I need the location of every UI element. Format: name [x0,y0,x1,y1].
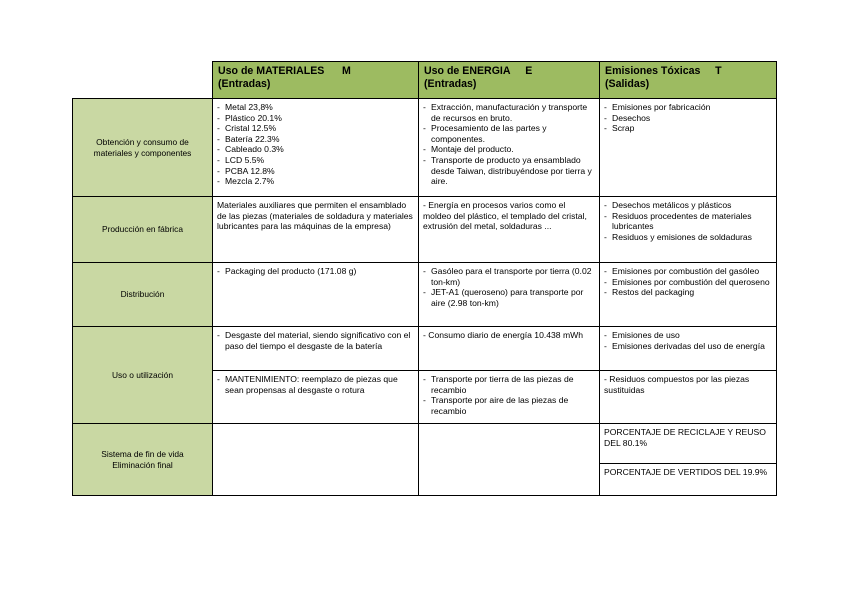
list-item: - Transporte por tierra de las piezas de recambio [423,374,595,395]
list-item: - Plástico 20.1% [217,113,414,124]
header-materials-sub: (Entradas) [218,78,271,90]
header-energy [419,62,600,99]
row-label: Uso o utilización [112,369,173,380]
header-energy-title: Uso de ENERGIA [424,65,511,77]
list-distribucion-materials [217,266,414,277]
row-label: materiales y componentes [93,147,192,158]
list-item: - Mezcla 2.7% [217,176,414,187]
cell-text: - Residuos compuestos por las piezas sustituidas [604,374,750,395]
list-item: - Residuos procedentes de materiales lubricantes [604,211,772,232]
row-label: Sistema de fin de vida [101,448,184,459]
cell-uso-materials-a [213,327,419,371]
header-materials [213,62,419,99]
row-header-uso [73,327,213,424]
cell-distribucion-energy [419,263,600,327]
list-item: - Desgaste del material, siendo significativo con el paso del tiempo el desgaste de la batería [217,330,414,351]
row-label: Producción en fábrica [101,224,183,234]
list-uso-energy-b [423,374,595,416]
cell-text: - Energía en procesos varios como el moldeo del plástico, el templado del cristal, extrusión del metal, soldaduras ... [423,200,587,232]
list-obtencion-materials [217,102,414,187]
header-materials-letter: M [342,65,351,77]
cell-fin-vida-energy [419,424,600,496]
corner-blank [73,62,213,99]
list-item: - Emisiones por combustión del gasóleo [604,266,772,277]
cell-uso-toxic-b [600,371,777,424]
list-item: - Procesamiento de las partes y componentes. [423,123,595,144]
header-toxic-title: Emisiones Tóxicas [605,65,701,77]
list-item: - JET-A1 (queroseno) para transporte por aire (2.98 ton-km) [423,287,595,308]
row-label: Eliminación final [112,459,173,470]
list-item: - Emisiones derivadas del uso de energía [604,341,772,352]
list-item: - Emisiones por combustión del queroseno [604,277,772,288]
cell-produccion-materials [213,197,419,263]
cell-text: PORCENTAJE DE VERTIDOS DEL 19.9% [604,467,768,477]
list-item: - Cristal 12.5% [217,123,414,134]
header-toxic-letter: T [715,65,722,77]
list-item: - Desechos metálicos y plásticos [604,200,772,211]
list-item: - MANTENIMIENTO: reemplazo de piezas que sean propensas al desgaste o rotura [217,374,414,395]
list-item: - Montaje del producto. [423,144,595,155]
row-header-distribucion [73,263,213,327]
cell-text: PORCENTAJE DE RECICLAJE Y REUSO DEL 80.1% [604,427,766,448]
lifecycle-table [72,61,777,496]
list-item: - Scrap [604,123,772,134]
cell-obtencion-materials [213,99,419,197]
cell-fin-vida-toxic-b [600,464,777,496]
cell-uso-materials-b [213,371,419,424]
list-item: - Transporte por aire de las piezas de recambio [423,395,595,416]
cell-uso-toxic-a [600,327,777,371]
cell-obtencion-toxic [600,99,777,197]
cell-fin-vida-toxic-a [600,424,777,464]
header-materials-title: Uso de MATERIALES [218,65,325,77]
list-item: - Transporte de producto ya ensamblado desde Taiwan, distribuyéndose por tierra y aire. [423,155,595,187]
row-label: Obtención y consumo de [96,136,189,147]
cell-distribucion-toxic [600,263,777,327]
list-item: - Batería 22.3% [217,134,414,145]
list-item: - Metal 23,8% [217,102,414,113]
cell-uso-energy-a [419,327,600,371]
list-distribucion-toxic [604,266,772,298]
cell-produccion-energy [419,197,600,263]
header-toxic-sub: (Salidas) [605,78,650,90]
header-energy-letter: E [525,65,533,77]
list-item: - Gasóleo para el transporte por tierra (0.02 ton-km) [423,266,595,287]
list-item: - Emisiones por fabricación [604,102,772,113]
list-item: - Cableado 0.3% [217,144,414,155]
list-uso-toxic-a [604,330,772,351]
list-item: - Extracción, manufacturación y transporte de recursos en bruto. [423,102,595,123]
cell-obtencion-energy [419,99,600,197]
row-header-fin-vida [73,424,213,496]
row-label: Distribución [120,289,165,299]
list-obtencion-energy [423,102,595,187]
list-item: - Restos del packaging [604,287,772,298]
list-item: - Residuos y emisiones de soldaduras [604,232,772,243]
cell-uso-energy-b [419,371,600,424]
row-header-obtencion [73,99,213,197]
row-header-produccion [73,197,213,263]
cell-text: - Consumo diario de energía 10.438 mWh [423,330,584,340]
list-item: - Packaging del producto (171.08 g) [217,266,414,277]
header-energy-sub: (Entradas) [424,78,477,90]
list-item: - PCBA 12.8% [217,166,414,177]
list-uso-materials-a [217,330,414,351]
cell-distribucion-materials [213,263,419,327]
list-produccion-toxic [604,200,772,242]
list-item: - LCD 5.5% [217,155,414,166]
list-obtencion-toxic [604,102,772,134]
cell-text: Materiales auxiliares que permiten el ensamblado de las piezas (materiales de soldadura y materiales lubricantes para las máquinas de la empresa) [217,200,413,232]
list-uso-materials-b [217,374,414,395]
list-item: - Desechos [604,113,772,124]
list-item: - Emisiones de uso [604,330,772,341]
list-distribucion-energy [423,266,595,308]
header-toxic [600,62,777,99]
cell-fin-vida-materials [213,424,419,496]
cell-produccion-toxic [600,197,777,263]
